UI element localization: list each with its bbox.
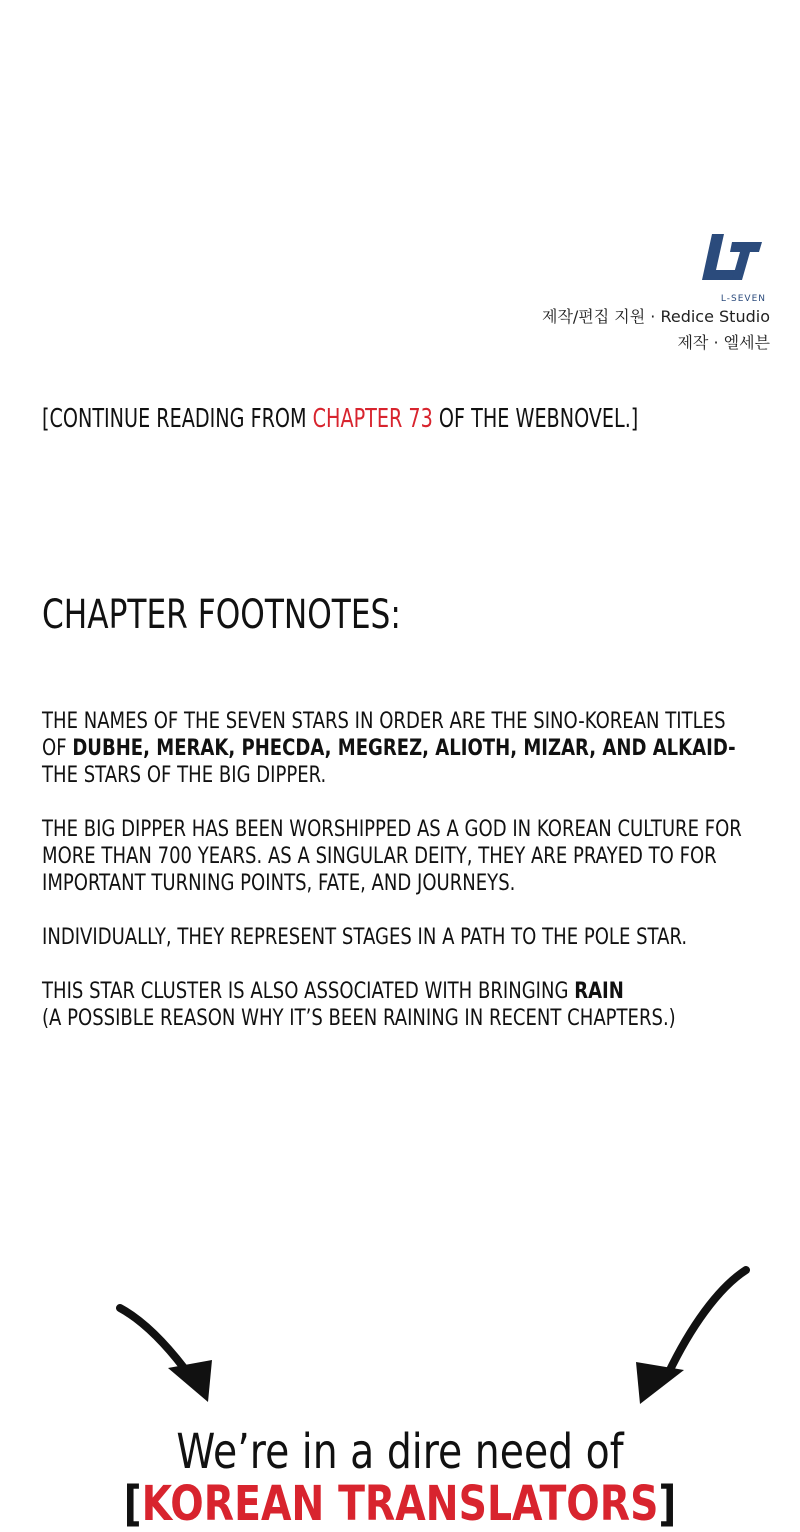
bracket-close: ] xyxy=(658,1476,677,1532)
bracket-open: [ xyxy=(123,1476,142,1532)
footnote-text: THIS STAR CLUSTER IS ALSO ASSOCIATED WITH BRINGING xyxy=(42,979,575,1004)
footnotes-heading: CHAPTER FOOTNOTES: xyxy=(42,592,401,638)
translator-appeal: We’re in a dire need of xyxy=(176,1424,624,1480)
footnote-text: THE STARS OF THE BIG DIPPER. xyxy=(42,763,327,788)
korean-translators-text: KOREAN TRANSLATORS xyxy=(141,1476,659,1532)
chapter-link: CHAPTER 73 xyxy=(312,404,433,434)
l-seven-logo xyxy=(702,228,770,290)
translator-appeal-highlight xyxy=(72,1476,728,1532)
footnote-paragraph xyxy=(42,708,747,789)
credit-production-support: 제작/편집 지원 · Redice Studio xyxy=(541,307,770,326)
footnotes-body xyxy=(42,708,747,1059)
footnote-paragraph xyxy=(42,978,747,1032)
star-names: DUBHE, MERAK, PHECDA, MEGREZ, ALIOTH, MIZAR, AND ALKAID- xyxy=(72,736,736,761)
continue-text-after: OF THE WEBNOVEL.] xyxy=(432,404,639,434)
footnote-paragraph: THE BIG DIPPER HAS BEEN WORSHIPPED AS A GOD IN KOREAN CULTURE FOR MORE THAN 700 YEARS. AS A SINGULAR DEITY, THEY ARE PRAYED TO FOR IMPORTANT TURNING POINTS, FATE, AND JOURNEYS. xyxy=(42,817,742,896)
continue-reading-note xyxy=(42,404,638,434)
arrow-down-left-icon xyxy=(628,1262,758,1412)
rain-word: RAIN xyxy=(574,979,624,1004)
credits-block xyxy=(450,228,770,356)
footnote-text: THE NAMES OF THE SEVEN STARS IN ORDER ARE THE SINO-KOREAN TITLES OF xyxy=(42,709,726,761)
logo-caption: L-SEVEN xyxy=(720,294,766,304)
footnote-paragraph: INDIVIDUALLY, THEY REPRESENT STAGES IN A PATH TO THE POLE STAR. xyxy=(42,925,688,950)
arrow-down-right-icon xyxy=(112,1298,222,1408)
continue-text-before: [CONTINUE READING FROM xyxy=(42,404,313,434)
footnote-text: (A POSSIBLE REASON WHY IT’S BEEN RAINING IN RECENT CHAPTERS.) xyxy=(42,1006,676,1031)
credit-production: 제작 · 엘세븐 xyxy=(677,333,770,352)
